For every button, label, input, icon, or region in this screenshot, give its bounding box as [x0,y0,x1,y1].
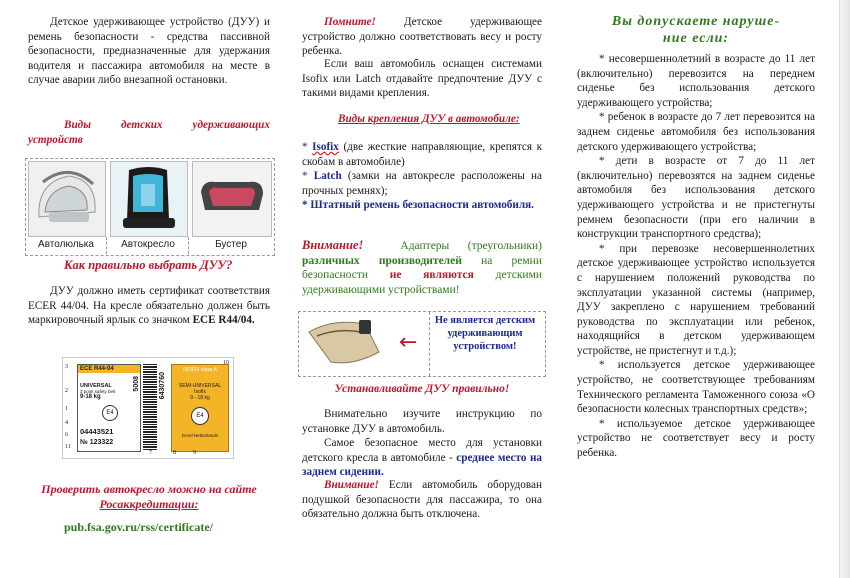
car-seat-photo [110,161,188,237]
label-num: 6 [65,432,68,438]
violation-item: * несовершеннолетний в возрасте до 11 лет (включительно) перевозится на переднем сиденье без использования детского удерживающего устройства; [577,53,815,109]
certification-label [62,357,234,459]
label-right-group: 9 - 18 kg [190,395,210,401]
mounts-heading: Виды крепления ДУУ в автомобиле: [338,113,520,125]
violations-heading: Вы допускаете наруше- ние если: [611,14,781,46]
mount-latch: * Latch (замки на автокресле расположены на прочных ремнях); [302,170,542,197]
certificate-site-link[interactable]: pub.fsa.gov.ru/rss/certificate/ [64,520,213,534]
label-num: 2 [65,388,68,394]
booster-image [193,162,271,236]
infant-carrier-photo [28,161,106,237]
label-serial: № 123322 [80,439,114,446]
label-barcode [143,364,157,450]
label-universal: UNIVERSAL [80,383,112,389]
label-right-isofix: Isofix [194,389,206,395]
label-number: 04443521 [80,427,114,436]
label-num: 8 [173,450,176,456]
infant-carrier-image [29,162,105,236]
label-right-panel [171,364,229,452]
label-right-semi: SEMI-UNIVERSAL [178,383,222,389]
label-num: 10 [223,360,229,366]
label-barcode-text-a: 6430760 [159,372,166,400]
safe-place-text: Самое безопасное место для установки детского кресла в автомобиле - среднее место на заднем сидении. [302,437,542,479]
install-heading: Устанавливайте ДУУ правильно! [334,383,510,395]
car-seat-image [111,162,187,236]
violation-item: * ребенок в возрасте до 7 лет перевозится на заднем сиденье автомобиля без использования детского удерживающего устройства; [577,111,815,153]
label-right-e-mark: E4 [191,407,209,425]
label-left-panel [77,364,141,452]
install-text: Внимательно изучите инструкцию по установке ДУУ в автомобиль. [302,408,542,435]
label-num: 3 [65,364,68,370]
label-group: 9-18 kg [80,394,101,400]
label-num: 11 [65,444,71,450]
label-title: ECE R44-04 [78,365,140,373]
caption-car-seat: Автокресло [121,239,175,250]
label-num: 4 [65,420,68,426]
check-heading: Проверить автокресло можно на сайте Росаккредитации: [41,482,257,511]
arrow-icon: ← [399,330,418,355]
airbag-text: Внимание! Если автомобиль оборудован подушкой безопасности для пассажира, то она обязательно должна быть отключена. [302,479,542,521]
adapter-image [303,318,389,370]
isofix-latch-text: Если ваш автомобиль оснащен системами Isofix или Latch отдавайте предпочтение ДУУ с такими видами крепления. [302,58,542,100]
intro-text: Детское удерживающее устройство (ДУУ) и ремень безопасности - средства пассивной безопасности, предназначенные для удержания водителя и пассажира автомобиля на месте в случае аварии либо внезапной остановки. [28,16,270,87]
label-num: 7 [149,450,152,456]
choose-text: ДУУ должно иметь сертификат соответствия ECER 44/04. На кресле обязательно должен быть маркировочный ярлык со значком ECE R44/04. [28,285,270,327]
seat-photos [25,158,275,256]
booster-photo [192,161,272,237]
remember-text: Помните! Детское удерживающее устройство должно соответствовать весу и росту ребенка. [302,16,542,58]
mount-isofix: * Isofix (две жесткие направляющие, крепятся к скобам в автомобиле) [302,141,542,168]
violation-item: * дети в возрасте от 7 до 11 лет (включительно) перевозятся на заднем сиденье автомобиля без использования детского удерживающего устройства и не пристегнуты ремнем безопасности (при его наличии в конструкции транспортного средства); [577,155,815,241]
adapter-photo [303,318,389,370]
choose-heading: Как правильно выбрать ДУУ? [64,258,233,272]
label-barcode-text-b: 5008 [133,376,140,392]
label-right-foot: Dorel Netherlands [181,433,219,438]
violation-item: * при перевозке несовершеннолетних детское удерживающее устройство используется с нарушением положений руководства по эксплуатации указанной системы (например, ДУУ закреплено с нарушением требований руководства по эксплуатации или ребенок, находящийся в детском удерживающем устройстве, не пристегнут и т.д.); [577,242,815,357]
violation-item: * используемое детское удерживающее устройство не соответствует весу и росту ребенка. [577,417,815,460]
violations-list [577,52,815,461]
caption-booster: Бустер [215,239,247,250]
label-right-title: ISOFIX class A [183,367,217,373]
label-num: 1 [65,406,68,412]
not-child-seat-note: Не является детским удерживающим устройством! [434,315,536,352]
types-heading: Виды детских удерживающих устройств [28,119,270,146]
label-e-mark: E4 [102,405,118,421]
adapter-box [298,311,546,377]
page-edge [839,0,850,578]
violation-item: * используется детское удерживающее устройство, не соответствующее требованиям Технического регламента Таможенного союза «О безопасности колесных транспортных средств»; [577,359,815,416]
caption-infant-carrier: Автолюлька [38,239,94,250]
attention-adapters: Внимание! Адаптеры (треугольники) различных производителей на ремни безопасности не являются детскими удерживающими устройствами! [302,238,543,296]
label-universal-sub: 3 point safety belt [80,389,116,394]
mount-belt: * Штатный ремень безопасности автомобиля. [302,199,534,211]
label-num: 9 [193,450,196,456]
